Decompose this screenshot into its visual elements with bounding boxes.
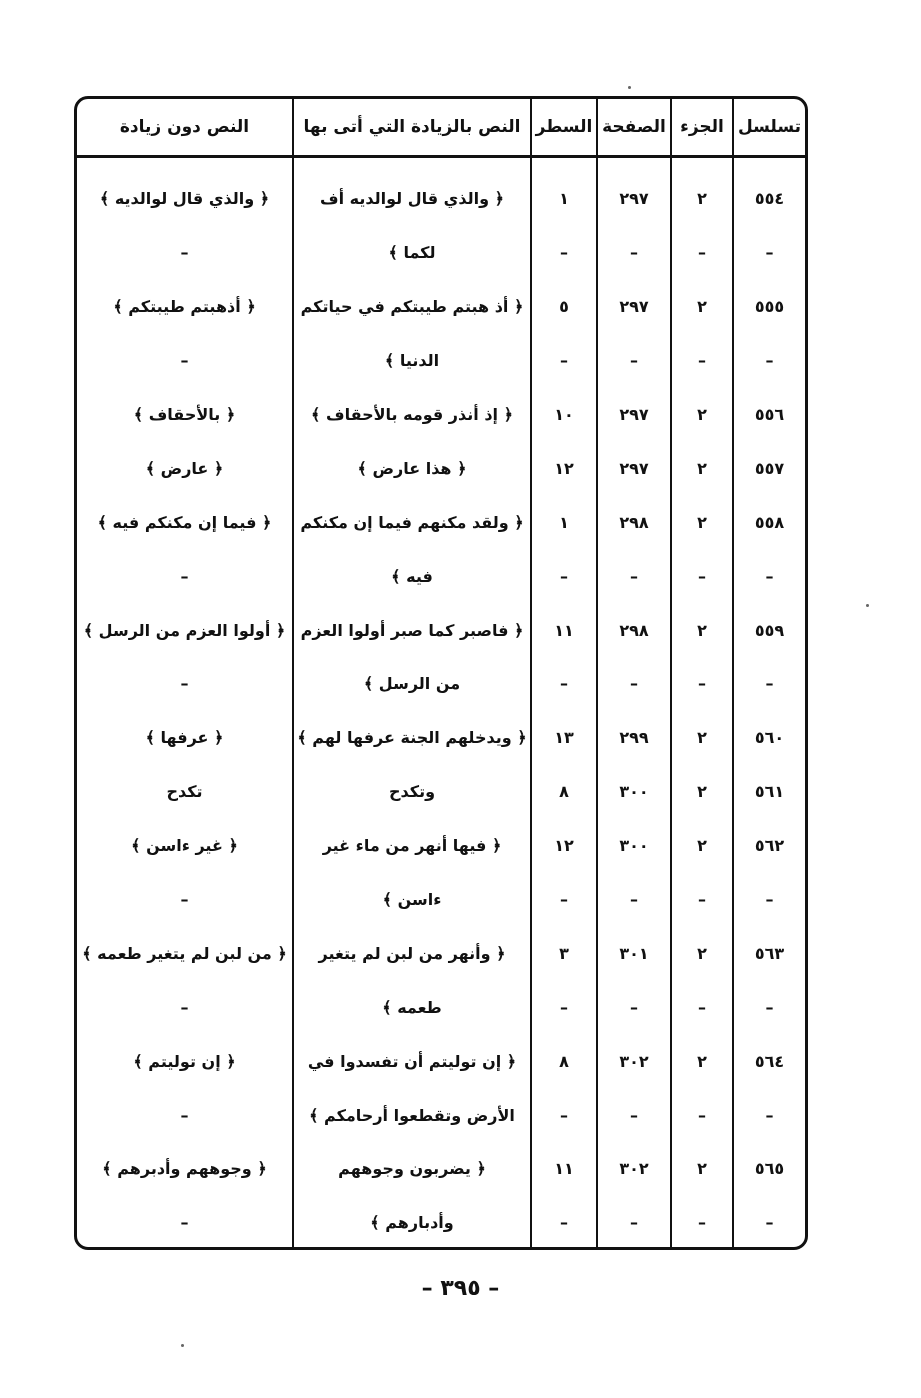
cell-line: – — [531, 980, 597, 1034]
cell-added-text: ﴿ ولقد مكنهم فيما إن مكنكم — [293, 495, 531, 549]
cell-plain-text: ﴿ غير ءاسن ﴾ — [131, 836, 238, 856]
cell-part: – — [671, 873, 733, 927]
cell-seq: ٥٥٩ — [733, 603, 805, 657]
cell-added-text: ءاسن ﴾ — [293, 873, 531, 927]
cell-seq: ٥٦٥ — [733, 1142, 805, 1196]
cell-plain-text: ﴿ إن توليتم ﴾ — [133, 1051, 236, 1071]
cell-part: ٢ — [671, 172, 733, 226]
cell-seq: – — [733, 226, 805, 280]
cell-seq: ٥٥٨ — [733, 495, 805, 549]
cell-page: ٣٠٠ — [597, 765, 671, 819]
cell-line: ٣ — [531, 926, 597, 980]
cell-page: – — [597, 1196, 671, 1250]
cell-added-text: ﴿ ويدخلهم الجنة عرفها لهم ﴾ — [293, 711, 531, 765]
cell-part: ٢ — [671, 603, 733, 657]
cell-page: ٣٠٢ — [597, 1142, 671, 1196]
page-number: – ٣٩٥ – — [421, 1276, 500, 1301]
cell-part: ٢ — [671, 388, 733, 442]
cell-part: ٢ — [671, 1142, 733, 1196]
table-row — [77, 495, 805, 549]
table-row — [77, 226, 805, 280]
cell-seq: ٥٥٥ — [733, 280, 805, 334]
cell-page: ٢٩٨ — [597, 495, 671, 549]
cell-part: ٢ — [671, 280, 733, 334]
cell-plain-text: تكدح — [166, 782, 203, 802]
table-row — [77, 819, 805, 873]
cell-page: ٣٠١ — [597, 926, 671, 980]
cell-plain-text: ﴿ عرفها ﴾ — [145, 728, 224, 748]
header-added-text: النص بالزيادة التي أتى بها — [293, 99, 531, 157]
header-page: الصفحة — [597, 99, 671, 157]
cell-page: ٢٩٧ — [597, 280, 671, 334]
cell-added-text: ﴿ والذي قال لوالديه أف — [293, 172, 531, 226]
cell-seq: – — [733, 549, 805, 603]
table-row — [77, 172, 805, 226]
cell-line: ١١ — [531, 603, 597, 657]
cell-page: – — [597, 657, 671, 711]
cell-added-text: فيه ﴾ — [293, 549, 531, 603]
table-row — [77, 873, 805, 927]
cell-seq: ٥٦٣ — [733, 926, 805, 980]
cell-part: ٢ — [671, 765, 733, 819]
cell-line: ١٢ — [531, 819, 597, 873]
cell-page: ٢٩٩ — [597, 711, 671, 765]
cell-page: – — [597, 1088, 671, 1142]
cell-part: ٢ — [671, 1034, 733, 1088]
cell-added-text: ﴿ فاصبر كما صبر أولوا العزم — [293, 603, 531, 657]
cell-page: – — [597, 334, 671, 388]
cell-part: – — [671, 1196, 733, 1250]
table-row — [77, 603, 805, 657]
table-row — [77, 926, 805, 980]
cell-line: ١ — [531, 172, 597, 226]
cell-seq: – — [733, 334, 805, 388]
cell-seq: – — [733, 657, 805, 711]
cell-page: ٣٠٢ — [597, 1034, 671, 1088]
table-row — [77, 441, 805, 495]
cell-line: ١١ — [531, 1142, 597, 1196]
cell-seq: ٥٦١ — [733, 765, 805, 819]
cell-seq: ٥٥٤ — [733, 172, 805, 226]
table-row — [77, 765, 805, 819]
cell-page: – — [597, 226, 671, 280]
cell-seq: ٥٦٤ — [733, 1034, 805, 1088]
header-line: السطر — [531, 99, 597, 157]
cell-added-text: ﴿ إذ أنذر قومه بالأحقاف ﴾ — [293, 388, 531, 442]
cell-page: ٢٩٨ — [597, 603, 671, 657]
cell-part: ٢ — [671, 495, 733, 549]
cell-seq: ٥٦٢ — [733, 819, 805, 873]
cell-added-text: ﴿ أذ هبتم طيبتكم في حياتكم — [293, 280, 531, 334]
table-header — [77, 99, 805, 157]
cell-seq: – — [733, 1196, 805, 1250]
cell-part: – — [671, 980, 733, 1034]
cell-part: – — [671, 226, 733, 280]
table-row — [77, 280, 805, 334]
cell-added-text: الدنيا ﴾ — [293, 334, 531, 388]
cell-part: ٢ — [671, 926, 733, 980]
cell-plain-text: ﴿ أذهبتم طيبتكم ﴾ — [113, 297, 256, 317]
cell-line: ١ — [531, 495, 597, 549]
table-row — [77, 388, 805, 442]
cell-seq: – — [733, 980, 805, 1034]
cell-part: ٢ — [671, 819, 733, 873]
table-row — [77, 1142, 805, 1196]
cell-added-text: من الرسل ﴾ — [293, 657, 531, 711]
cell-plain-text: – — [180, 566, 189, 586]
cell-seq: – — [733, 873, 805, 927]
cell-line: ١٣ — [531, 711, 597, 765]
cell-plain-text: – — [180, 1213, 189, 1233]
scan-speck — [628, 86, 631, 89]
cell-page: ٢٩٧ — [597, 388, 671, 442]
cell-plain-text: ﴿ والذي قال لوالديه ﴾ — [99, 189, 270, 209]
table-body — [77, 157, 805, 1250]
cell-line: – — [531, 334, 597, 388]
cell-plain-text: ﴿ فيما إن مكنكم فيه ﴾ — [97, 512, 272, 532]
table-row — [77, 549, 805, 603]
cell-part: ٢ — [671, 711, 733, 765]
verses-table — [77, 99, 805, 1250]
cell-line: – — [531, 1196, 597, 1250]
cell-added-text: الأرض وتقطعوا أرحامكم ﴾ — [293, 1088, 531, 1142]
cell-part: – — [671, 549, 733, 603]
cell-added-text: ﴿ فيها أنهر من ماء غير — [293, 819, 531, 873]
cell-plain-text: – — [180, 890, 189, 910]
cell-plain-text: ﴿ عارض ﴾ — [145, 458, 224, 478]
cell-page: ٢٩٧ — [597, 441, 671, 495]
cell-page: ٢٩٧ — [597, 172, 671, 226]
table-row — [77, 334, 805, 388]
cell-part: – — [671, 1088, 733, 1142]
cell-line: ٥ — [531, 280, 597, 334]
cell-plain-text: ﴿ أولوا العزم من الرسل ﴾ — [83, 620, 286, 640]
cell-plain-text: – — [180, 243, 189, 263]
cell-added-text: وتكدح — [293, 765, 531, 819]
cell-plain-text: – — [180, 351, 189, 371]
cell-plain-text: ﴿ من لبن لم يتغير طعمه ﴾ — [82, 943, 287, 963]
cell-plain-text: – — [180, 997, 189, 1017]
cell-line: ١٢ — [531, 441, 597, 495]
cell-added-text: لكما ﴾ — [293, 226, 531, 280]
cell-part: – — [671, 334, 733, 388]
cell-page: – — [597, 980, 671, 1034]
cell-seq: ٥٥٧ — [733, 441, 805, 495]
cell-added-text: ﴿ هذا عارض ﴾ — [293, 441, 531, 495]
cell-line: – — [531, 873, 597, 927]
cell-page: ٣٠٠ — [597, 819, 671, 873]
verses-table-frame — [74, 96, 808, 1250]
cell-plain-text: ﴿ وجوههم وأدبرهم ﴾ — [102, 1159, 267, 1179]
cell-plain-text: – — [180, 674, 189, 694]
cell-line: – — [531, 1088, 597, 1142]
cell-line: – — [531, 657, 597, 711]
table-row — [77, 1088, 805, 1142]
table-row — [77, 711, 805, 765]
cell-added-text: وأدبارهم ﴾ — [293, 1196, 531, 1250]
cell-part: – — [671, 657, 733, 711]
table-row — [77, 1034, 805, 1088]
header-part: الجزء — [671, 99, 733, 157]
table-spacer-row — [77, 157, 805, 173]
cell-added-text: ﴿ وأنهر من لبن لم يتغير — [293, 926, 531, 980]
cell-added-text: ﴿ إن توليتم أن تفسدوا في — [293, 1034, 531, 1088]
cell-page: – — [597, 873, 671, 927]
cell-seq: – — [733, 1088, 805, 1142]
header-seq: تسلسل — [733, 99, 805, 157]
table-row — [77, 980, 805, 1034]
scan-speck — [181, 1344, 184, 1347]
cell-line: – — [531, 226, 597, 280]
cell-seq: ٥٥٦ — [733, 388, 805, 442]
cell-line: – — [531, 549, 597, 603]
cell-page: – — [597, 549, 671, 603]
cell-line: ٨ — [531, 765, 597, 819]
header-plain-text: النص دون زيادة — [77, 99, 293, 157]
cell-plain-text: ﴿ بالأحقاف ﴾ — [133, 405, 236, 424]
cell-plain-text: – — [180, 1105, 189, 1125]
cell-added-text: طعمه ﴾ — [293, 980, 531, 1034]
scan-speck — [866, 604, 869, 607]
table-row — [77, 1196, 805, 1250]
cell-line: ٨ — [531, 1034, 597, 1088]
cell-line: ١٠ — [531, 388, 597, 442]
cell-seq: ٥٦٠ — [733, 711, 805, 765]
cell-added-text: ﴿ يضربون وجوههم — [293, 1142, 531, 1196]
cell-part: ٢ — [671, 441, 733, 495]
table-row — [77, 657, 805, 711]
